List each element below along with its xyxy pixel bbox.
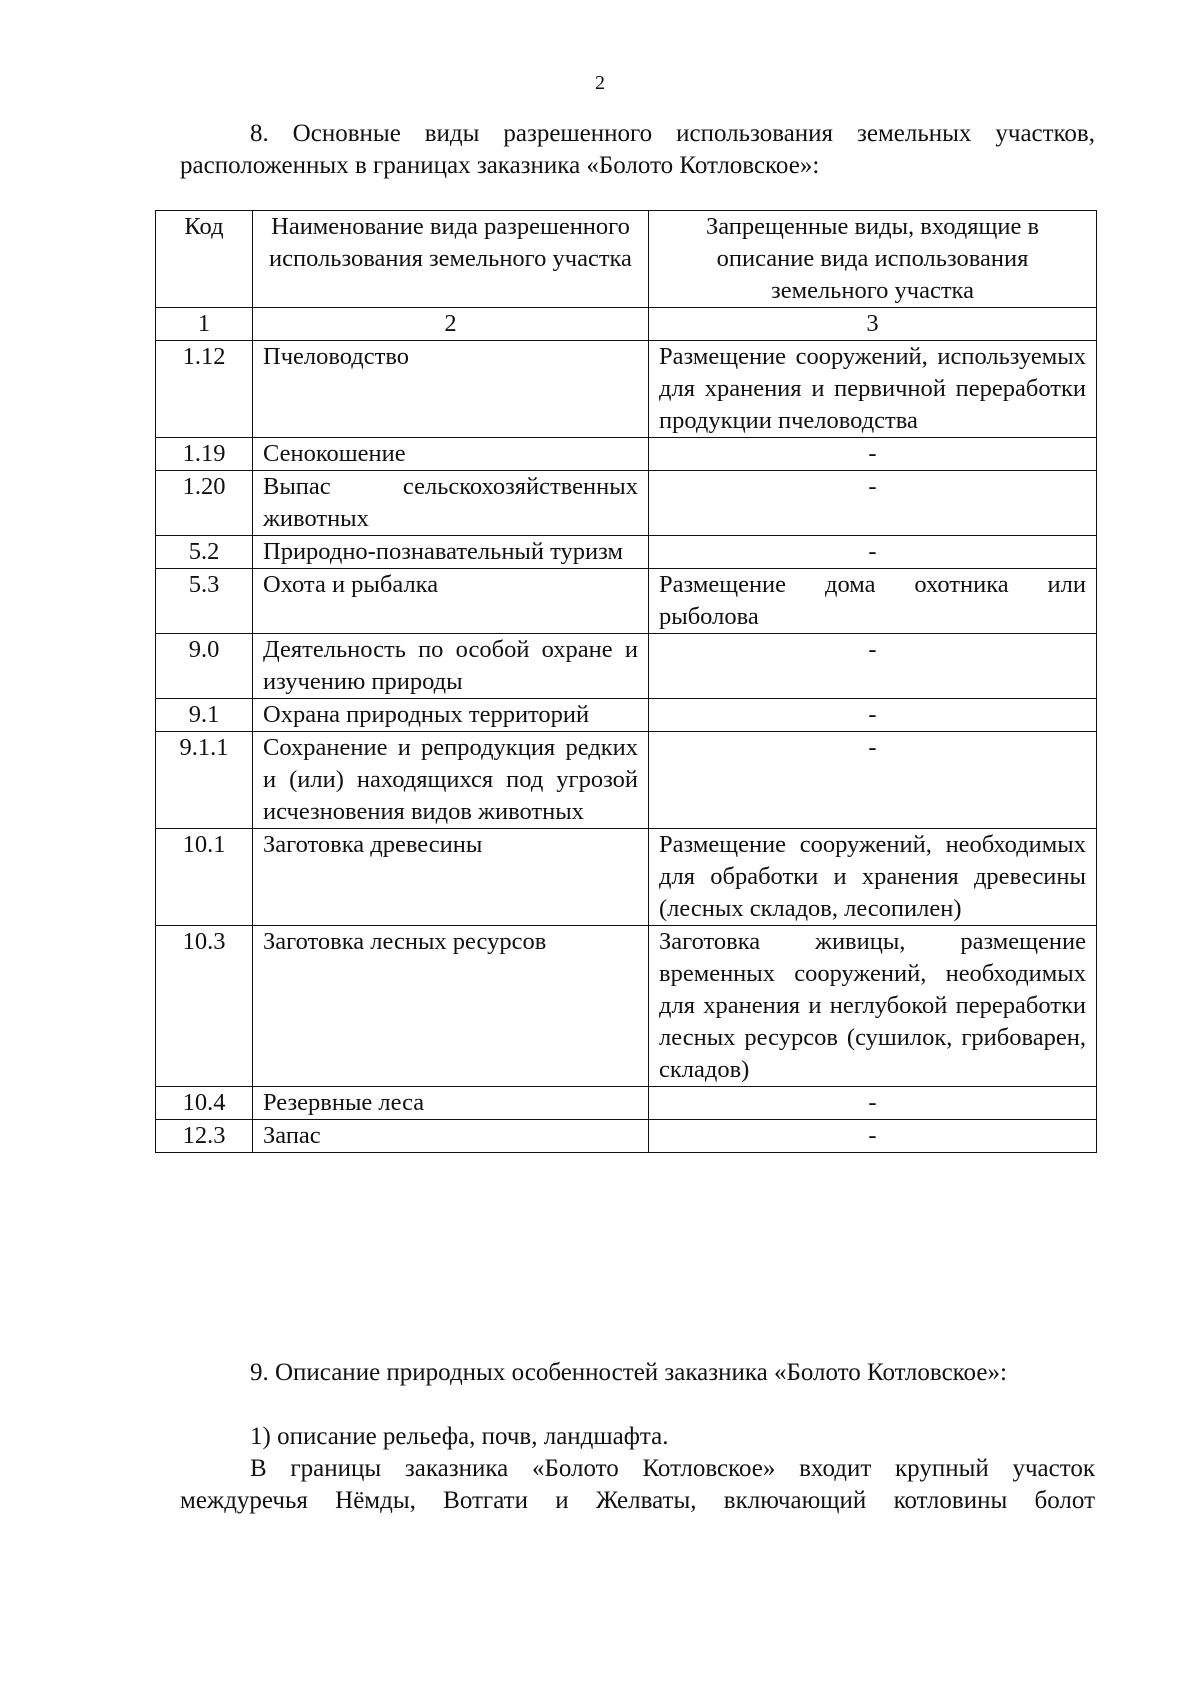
use-name-cell: Выпас сельскохозяйственных животных [253,471,649,536]
section-8-heading: 8. Основные виды разрешенного использования земельных участков, расположенных в границах заказника «Болото Котловское»: [180,120,1095,179]
use-name-cell: Природно-познавательный туризм [253,536,649,569]
use-code-cell: 5.2 [156,536,253,569]
section-9-heading: 9. Описание природных особенностей заказника «Болото Котловское»: [250,1359,1007,1386]
land-use-table [155,210,1097,1153]
banned-types-cell: - [649,536,1097,569]
column-header-code: Код [156,211,253,308]
table-row [156,341,1097,438]
table-row [156,732,1097,829]
banned-types-cell: Заготовка живицы, размещение временных сооружений, необходимых для хранения и неглубокой переработки лесных ресурсов (сушилок, грибоварен, складов) [649,926,1097,1087]
use-code-cell: 9.1.1 [156,732,253,829]
use-name-cell: Заготовка лесных ресурсов [253,926,649,1087]
use-name-cell: Пчеловодство [253,341,649,438]
table-row [156,438,1097,471]
table-row [156,1120,1097,1153]
banned-types-cell: - [649,471,1097,536]
table-row [156,829,1097,926]
table-row [156,536,1097,569]
subsection-1-heading: 1) описание рельефа, почв, ландшафта. [250,1423,669,1450]
use-code-cell: 10.4 [156,1087,253,1120]
use-code-cell: 1.20 [156,471,253,536]
column-number: 3 [649,308,1097,341]
table-row [156,471,1097,536]
banned-types-cell: - [649,1087,1097,1120]
banned-types-cell: Размещение сооружений, используемых для хранения и первичной переработки продукции пчеловодства [649,341,1097,438]
use-code-cell: 1.12 [156,341,253,438]
use-name-cell: Охрана природных территорий [253,699,649,732]
table-header [156,211,1097,341]
use-name-cell: Сенокошение [253,438,649,471]
banned-types-cell: Размещение дома охотника или рыболова [649,569,1097,634]
table-row [156,1087,1097,1120]
use-code-cell: 10.3 [156,926,253,1087]
use-name-cell: Запас [253,1120,649,1153]
banned-types-cell: - [649,732,1097,829]
banned-types-cell: - [649,1120,1097,1153]
column-header-use-name: Наименование вида разрешенного использования земельного участка [253,211,649,308]
table-row [156,926,1097,1087]
banned-types-cell: - [649,699,1097,732]
use-code-cell: 9.1 [156,699,253,732]
use-code-cell: 10.1 [156,829,253,926]
use-code-cell: 9.0 [156,634,253,699]
use-name-cell: Резервные леса [253,1087,649,1120]
use-name-cell: Сохранение и репродукция редких и (или) находящихся под угрозой исчезновения видов животных [253,732,649,829]
table-body [156,341,1097,1153]
column-number: 2 [253,308,649,341]
use-name-cell: Охота и рыбалка [253,569,649,634]
column-numbers-row [156,308,1097,341]
table-row [156,569,1097,634]
table-row [156,699,1097,732]
column-number: 1 [156,308,253,341]
use-code-cell: 5.3 [156,569,253,634]
page-number: 2 [595,72,605,94]
use-name-cell: Деятельность по особой охране и изучению природы [253,634,649,699]
banned-types-cell: - [649,438,1097,471]
use-code-cell: 1.19 [156,438,253,471]
use-name-cell: Заготовка древесины [253,829,649,926]
use-code-cell: 12.3 [156,1120,253,1153]
column-header-banned-types: Запрещенные виды, входящие в описание вида использования земельного участка [649,211,1097,308]
banned-types-cell: Размещение сооружений, необходимых для обработки и хранения древесины (лесных складов, лесопилен) [649,829,1097,926]
table-row [156,634,1097,699]
banned-types-cell: - [649,634,1097,699]
table-header-row [156,211,1097,308]
body-paragraph: В границы заказника «Болото Котловское» входит крупный участок междуречья Нёмды, Вотгати и Желваты, включающий котловины болот [180,1455,1095,1514]
